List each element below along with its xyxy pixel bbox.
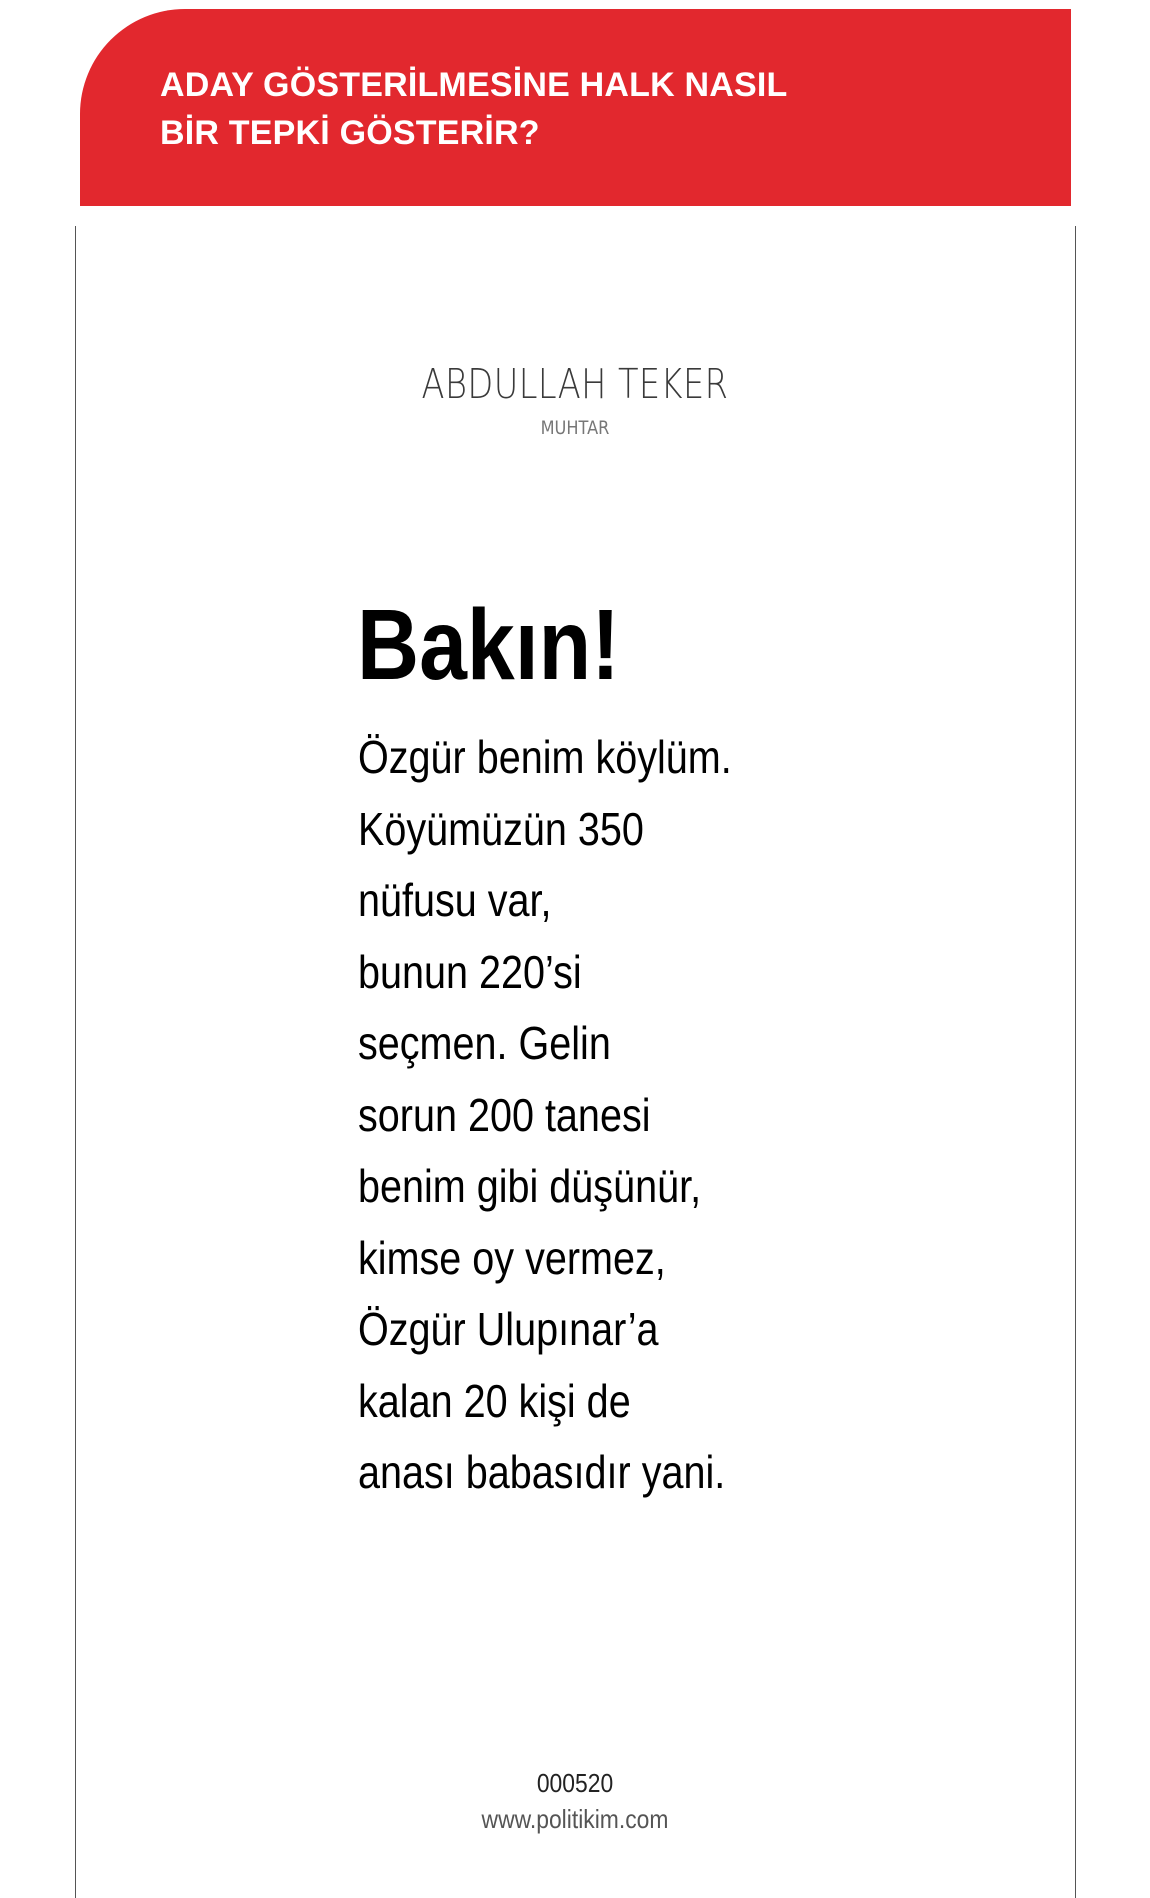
quote-headline: Bakın!: [357, 589, 620, 701]
card-right-border: [1075, 226, 1076, 1898]
quote-line: kimse oy vermez,: [358, 1231, 666, 1284]
card-left-border: [75, 226, 76, 1898]
quote-line: kalan 20 kişi de: [358, 1374, 631, 1427]
question-title-line-1: ADAY GÖSTERİLMESİNE HALK NASIL: [160, 66, 788, 104]
quote-line: seçmen. Gelin: [358, 1017, 611, 1069]
quote-line: anası babasıdır yani.: [358, 1446, 726, 1498]
website-link[interactable]: www.politikim.com: [481, 1804, 669, 1834]
quote-line: Özgür Ulupınar’a: [358, 1303, 659, 1355]
card-code: 000520: [536, 1768, 614, 1798]
quote-line: Köyümüzün 350: [358, 802, 644, 855]
quote-line: Özgür benim köylüm.: [358, 731, 732, 783]
person-title: MUHTAR: [540, 417, 610, 439]
quote-body: [358, 722, 732, 1509]
question-title-line-2: BİR TEPKİ GÖSTERİR?: [160, 114, 540, 152]
quote-line: nüfusu var,: [358, 874, 552, 926]
person-name: ABDULLAH TEKER: [421, 360, 729, 408]
question-banner: [80, 9, 1071, 206]
quote-line: benim gibi düşünür,: [358, 1160, 702, 1212]
quote-line: bunun 220’si: [358, 945, 582, 998]
quote-line: sorun 200 tanesi: [358, 1088, 651, 1141]
